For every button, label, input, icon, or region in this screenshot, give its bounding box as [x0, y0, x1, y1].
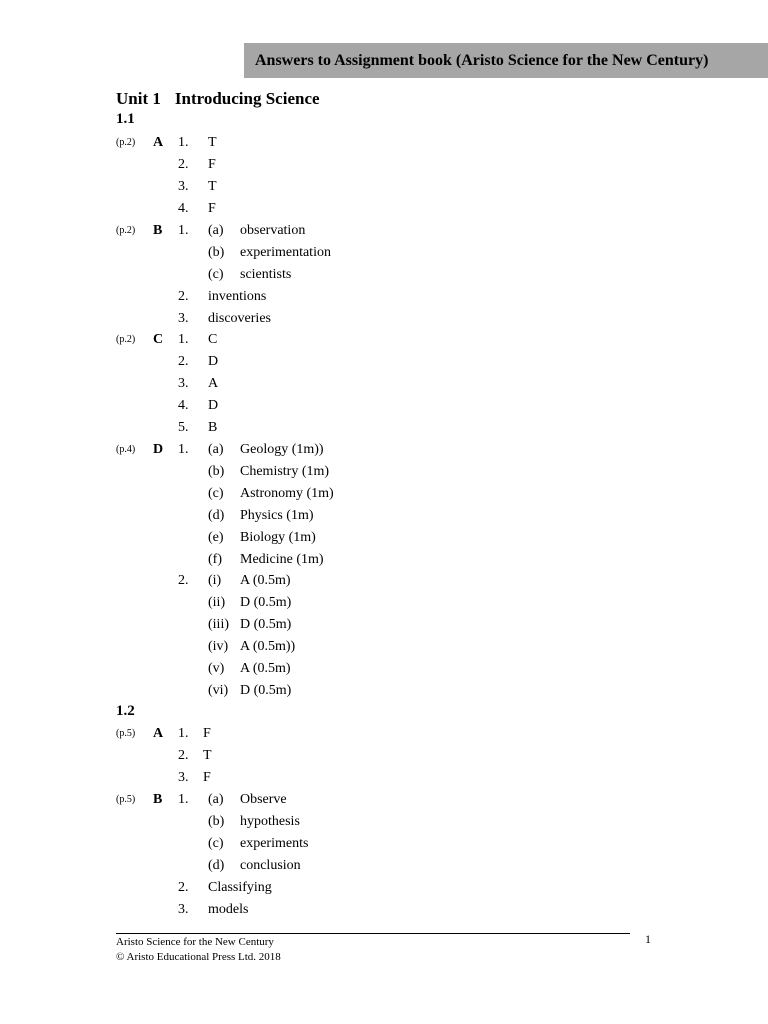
sub-label: F: [203, 726, 211, 741]
question-number: 3.: [178, 902, 189, 917]
sub-label: D: [208, 354, 219, 369]
sub-label: (c): [208, 836, 224, 851]
answer-text: Chemistry (1m): [240, 464, 330, 479]
sub-label: C: [208, 332, 218, 347]
answer-text: A (0.5m): [240, 661, 291, 676]
part-letter: A: [153, 135, 164, 150]
question-number: 2.: [178, 157, 189, 172]
question-number: 1.: [178, 726, 189, 741]
sub-label: B: [208, 420, 218, 435]
sub-label: (f): [208, 552, 222, 567]
answer-row: [0, 549, 768, 571]
sub-label: F: [208, 157, 216, 172]
part-letter: C: [153, 332, 164, 347]
sub-label: (a): [208, 792, 224, 807]
sub-label: (iii): [208, 617, 229, 632]
answer-row: [0, 505, 768, 527]
answer-text: D (0.5m): [240, 595, 292, 610]
answer-row: [0, 198, 768, 220]
page-ref: (p.5): [116, 728, 136, 739]
question-number: 4.: [178, 201, 189, 216]
question-number: 2.: [178, 748, 189, 763]
answer-text: Astronomy (1m): [240, 486, 334, 501]
sub-label: A: [208, 376, 219, 391]
answer-row: [0, 614, 768, 636]
question-number: 1.: [178, 792, 189, 807]
answer-row: [0, 264, 768, 286]
question-number: 2.: [178, 354, 189, 369]
question-number: 4.: [178, 398, 189, 413]
sub-label: (c): [208, 267, 224, 282]
question-number: 2.: [178, 880, 189, 895]
question-number: 3.: [178, 311, 189, 326]
answer-row: [0, 833, 768, 855]
answer-text: Medicine (1m): [240, 552, 324, 567]
answer-row: [0, 745, 768, 767]
header-banner: [244, 43, 768, 78]
sub-label: discoveries: [208, 311, 271, 326]
sub-label: (ii): [208, 595, 226, 610]
answer-text: Observe: [240, 792, 287, 807]
sub-label: Classifying: [208, 880, 272, 895]
answer-text: A (0.5m)): [240, 639, 296, 654]
answer-row: [0, 592, 768, 614]
answer-text: D (0.5m): [240, 683, 292, 698]
question-number: 5.: [178, 420, 189, 435]
part-letter: B: [153, 792, 163, 807]
answer-row: [0, 570, 768, 592]
answer-text: experimentation: [240, 245, 331, 260]
answer-row: [0, 899, 768, 921]
sub-label: (i): [208, 573, 222, 588]
answer-row: [0, 439, 768, 461]
answer-text: observation: [240, 223, 306, 238]
sub-label: T: [203, 748, 212, 763]
page-ref: (p.2): [116, 137, 136, 148]
sub-label: T: [208, 179, 217, 194]
question-number: 1.: [178, 442, 189, 457]
sub-label: (c): [208, 486, 224, 501]
sub-label: F: [203, 770, 211, 785]
answer-text: A (0.5m): [240, 573, 291, 588]
sub-label: (b): [208, 245, 225, 260]
answer-row: [0, 789, 768, 811]
footer-copyright: © Aristo Educational Press Ltd. 2018: [116, 951, 281, 963]
sub-label: (iv): [208, 639, 229, 654]
header-title: Answers to Assignment book (Aristo Science for the New Century): [255, 51, 709, 69]
part-letter: A: [153, 726, 164, 741]
sub-label: (a): [208, 442, 224, 457]
answer-row: [0, 395, 768, 417]
page-ref: (p.4): [116, 444, 136, 455]
unit-name: Introducing Science: [174, 89, 320, 108]
sub-label: T: [208, 135, 217, 150]
page-number: 1: [645, 932, 651, 946]
answer-row: [0, 329, 768, 351]
part-letter: D: [153, 442, 164, 457]
answer-row: [0, 723, 768, 745]
footer-book-title: Aristo Science for the New Century: [116, 936, 274, 948]
footer-divider: [116, 933, 630, 934]
answer-row: [0, 373, 768, 395]
part-letter: B: [153, 223, 163, 238]
sub-label: (vi): [208, 683, 229, 698]
answer-row: [0, 636, 768, 658]
answer-row: [0, 417, 768, 439]
answer-text: D (0.5m): [240, 617, 292, 632]
unit-title: [116, 89, 320, 109]
footer: [116, 935, 281, 965]
sub-label: (b): [208, 814, 225, 829]
question-number: 1.: [178, 332, 189, 347]
answer-row: [0, 767, 768, 789]
answer-row: [0, 132, 768, 154]
question-number: 1.: [178, 223, 189, 238]
answer-text: scientists: [240, 267, 292, 282]
question-number: 1.: [178, 135, 189, 150]
answer-row: [0, 811, 768, 833]
answer-text: Biology (1m): [240, 530, 316, 545]
page-ref: (p.2): [116, 334, 136, 345]
section-heading: 1.1: [116, 111, 135, 127]
answer-row: [0, 658, 768, 680]
answer-text: hypothesis: [240, 814, 300, 829]
answer-row: [0, 527, 768, 549]
sub-label: (b): [208, 464, 225, 479]
question-number: 2.: [178, 289, 189, 304]
question-number: 3.: [178, 179, 189, 194]
answer-row: [0, 308, 768, 330]
question-number: 3.: [178, 376, 189, 391]
answer-row: [0, 877, 768, 899]
sub-label: (v): [208, 661, 225, 676]
page-ref: (p.5): [116, 794, 136, 805]
answer-row: [0, 242, 768, 264]
sub-label: D: [208, 398, 219, 413]
answer-row: [0, 855, 768, 877]
unit-number: Unit 1: [116, 89, 161, 108]
page-ref: (p.2): [116, 225, 136, 236]
sub-label: (a): [208, 223, 224, 238]
answer-row: [0, 154, 768, 176]
answer-row: [0, 680, 768, 702]
question-number: 3.: [178, 770, 189, 785]
answer-text: Physics (1m): [240, 508, 314, 523]
sub-label: (d): [208, 508, 225, 523]
sub-label: (e): [208, 530, 224, 545]
answer-text: conclusion: [240, 858, 301, 873]
answer-text: Geology (1m)): [240, 442, 324, 457]
section-heading: 1.2: [116, 703, 135, 719]
answer-row: [0, 220, 768, 242]
sub-label: models: [208, 902, 249, 917]
sub-label: F: [208, 201, 216, 216]
answer-row: [0, 286, 768, 308]
answer-text: experiments: [240, 836, 309, 851]
sub-label: (d): [208, 858, 225, 873]
answer-row: [0, 176, 768, 198]
answer-row: [0, 461, 768, 483]
answer-row: [0, 351, 768, 373]
answer-row: [0, 483, 768, 505]
sub-label: inventions: [208, 289, 267, 304]
question-number: 2.: [178, 573, 189, 588]
